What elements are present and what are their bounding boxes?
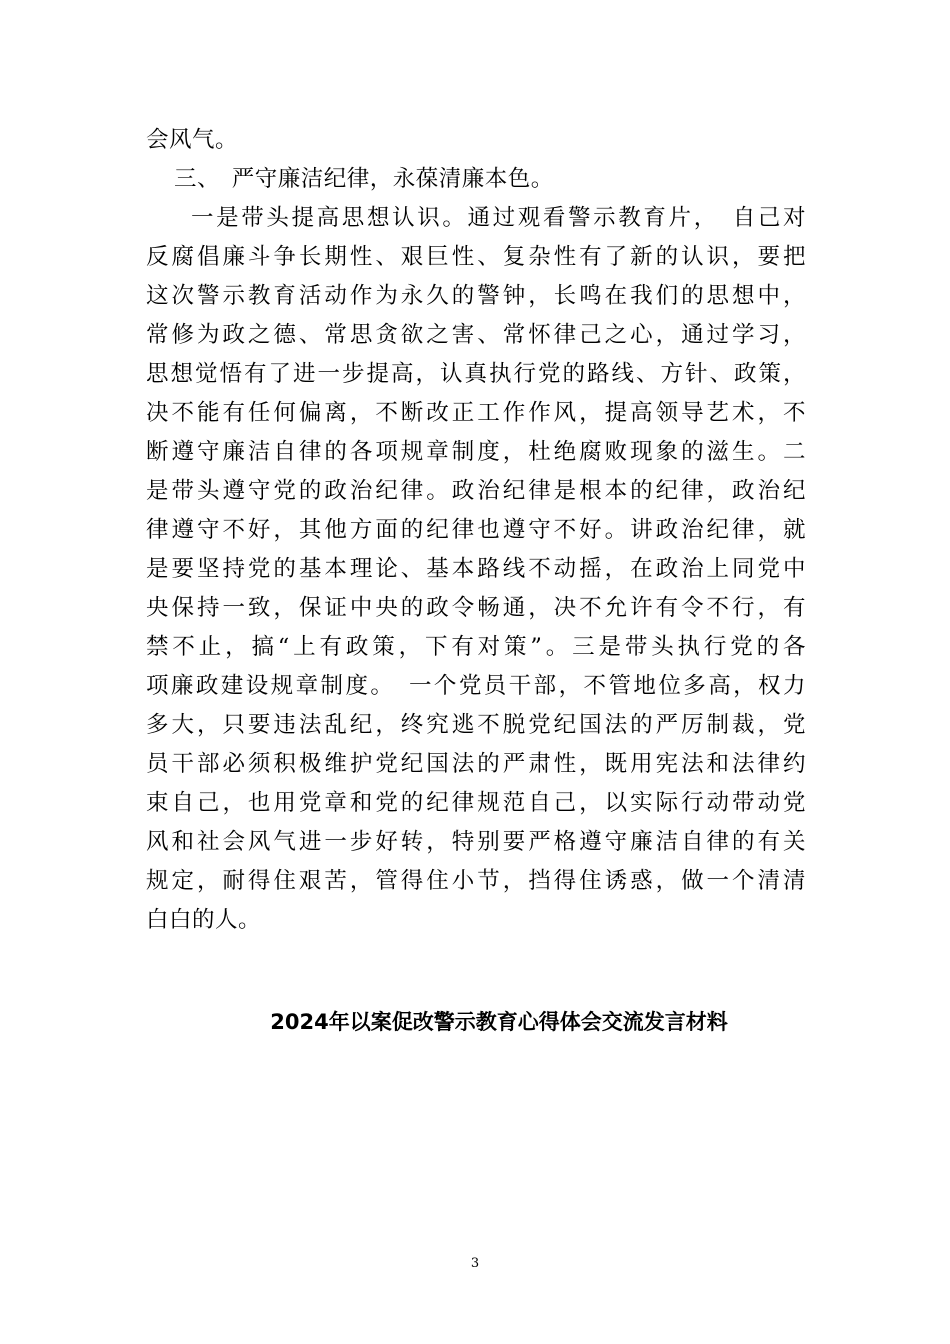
paragraph-line: 央保持一致，保证中央的政令畅通，决不允许有令不行，有 [146, 595, 806, 621]
paragraph-line: 决不能有任何偏离，不断改正工作作风，提高领导艺术，不 [146, 400, 806, 426]
paragraph-line: 员干部必须积极维护党纪国法的严肃性，既用宪法和法律约 [146, 751, 806, 777]
paragraph-line: 多大，只要违法乱纪，终究逃不脱党纪国法的严厉制裁，党 [146, 712, 806, 738]
paragraph-line: 会风气。 [146, 127, 239, 153]
paragraph-line: 规定，耐得住艰苦，管得住小节，挡得住诱惑，做一个清清 [146, 868, 806, 894]
paragraph-line: 律遵守不好，其他方面的纪律也遵守不好。讲政治纪律，就 [146, 517, 806, 543]
paragraph-line: 禁不止，搞“上有政策，下有对策”。三是带头执行党的各 [146, 634, 806, 660]
page-number: 3 [470, 1256, 480, 1271]
paragraph-line: 项廉政建设规章制度。 一个党员干部，不管地位多高，权力 [146, 673, 806, 699]
paragraph-line: 是带头遵守党的政治纪律。政治纪律是根本的纪律，政治纪 [146, 478, 806, 504]
paragraph-line: 断遵守廉洁自律的各项规章制度，杜绝腐败现象的滋生。二 [146, 439, 806, 465]
document-title: 2024年以案促改警示教育心得体会交流发言材料 [270, 1010, 728, 1034]
paragraph-line: 风和社会风气进一步好转，特别要严格遵守廉洁自律的有关 [146, 829, 806, 855]
document-body [146, 121, 806, 940]
paragraph-line: 常修为政之德、常思贪欲之害、常怀律己之心，通过学习， [146, 322, 806, 348]
paragraph-line: 这次警示教育活动作为永久的警钟，长鸣在我们的思想中， [146, 283, 806, 309]
section-heading: 三、 严守廉洁纪律，永葆清廉本色。 [174, 166, 554, 192]
paragraph-line: 思想觉悟有了进一步提高，认真执行党的路线、方针、政策， [146, 361, 806, 387]
paragraph-line: 白白的人。 [146, 907, 262, 933]
paragraph-line: 反腐倡廉斗争长期性、艰巨性、复杂性有了新的认识，要把 [146, 244, 806, 270]
paragraph-line: 一是带头提高思想认识。通过观看警示教育片， 自己对 [191, 205, 806, 231]
paragraph-line: 是要坚持党的基本理论、基本路线不动摇，在政治上同党中 [146, 556, 806, 582]
paragraph-line: 束自己，也用党章和党的纪律规范自己，以实际行动带动党 [146, 790, 806, 816]
